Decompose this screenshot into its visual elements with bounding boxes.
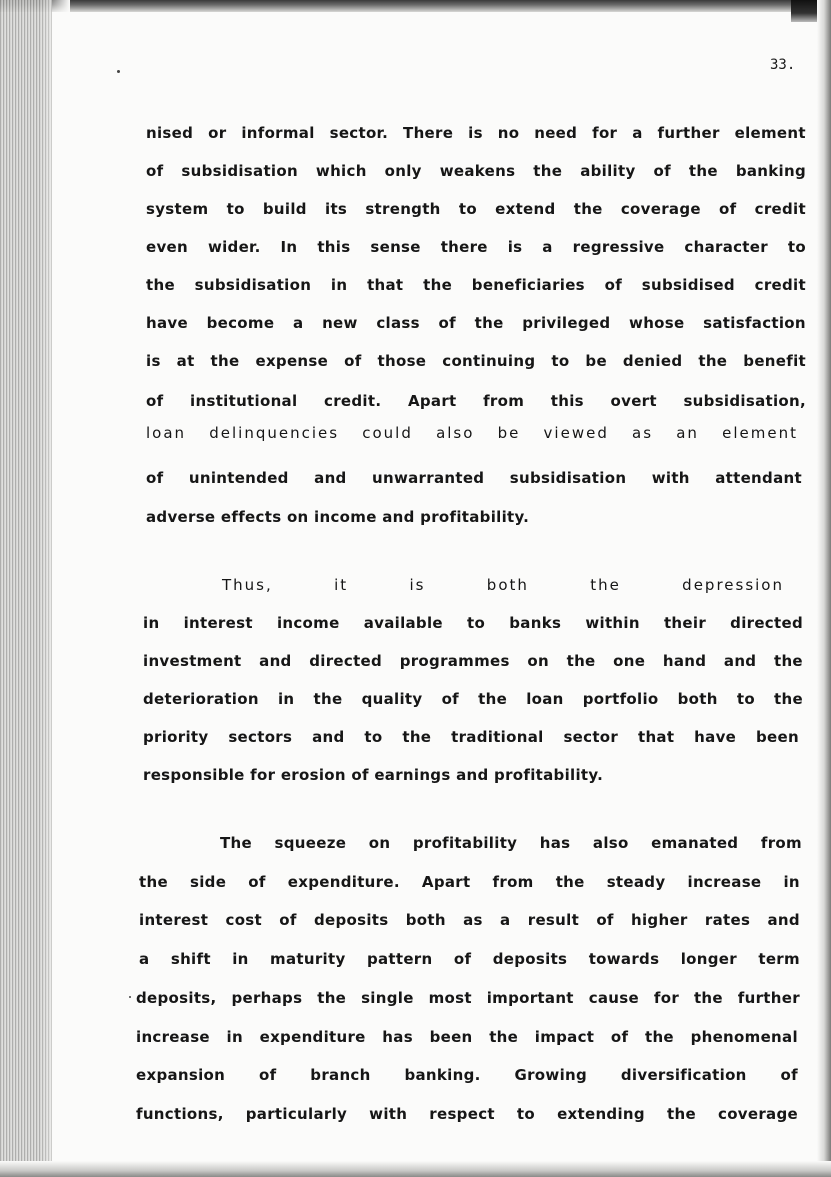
word: and bbox=[312, 728, 345, 746]
word: subsidised bbox=[641, 276, 735, 294]
word: portfolio bbox=[582, 690, 659, 708]
word: In bbox=[280, 238, 298, 256]
word: traditional bbox=[451, 728, 544, 746]
word: the bbox=[667, 1105, 696, 1123]
word: ability bbox=[580, 162, 636, 180]
word: in bbox=[277, 690, 295, 708]
word: is bbox=[409, 576, 426, 594]
word: even bbox=[146, 238, 189, 256]
word: functions, bbox=[136, 1105, 224, 1123]
text-line bbox=[143, 614, 803, 632]
word: the bbox=[773, 652, 803, 670]
word: both bbox=[677, 690, 718, 708]
word: further bbox=[657, 124, 720, 142]
word: programmes bbox=[399, 652, 510, 670]
word: particularly bbox=[245, 1105, 348, 1123]
text-line bbox=[136, 1066, 798, 1084]
word: Growing bbox=[514, 1066, 588, 1084]
text-line bbox=[136, 1105, 798, 1123]
text-line bbox=[146, 352, 806, 370]
word: this bbox=[317, 238, 351, 256]
word: directed bbox=[309, 652, 383, 670]
word: steady bbox=[606, 873, 666, 891]
word: priority bbox=[143, 728, 209, 746]
word: deterioration bbox=[143, 690, 259, 708]
word: sectors bbox=[228, 728, 293, 746]
word: investment bbox=[143, 652, 242, 670]
word: banking. bbox=[404, 1066, 481, 1084]
word: deposits, bbox=[136, 989, 217, 1007]
word: Apart bbox=[421, 873, 471, 891]
word: to bbox=[364, 728, 383, 746]
text-line bbox=[143, 728, 799, 746]
word: emanated bbox=[651, 834, 739, 852]
word: and bbox=[314, 469, 347, 487]
text-line bbox=[146, 124, 806, 142]
word: banking bbox=[735, 162, 806, 180]
text-line bbox=[143, 652, 803, 670]
word: and bbox=[767, 911, 800, 929]
word: the bbox=[644, 1028, 674, 1046]
word: the bbox=[590, 576, 621, 594]
word: the bbox=[478, 690, 508, 708]
word: the bbox=[533, 162, 563, 180]
word: in bbox=[232, 950, 249, 968]
word: those bbox=[377, 352, 427, 370]
word: in bbox=[226, 1028, 243, 1046]
page-number: 33. bbox=[770, 57, 796, 73]
word: income bbox=[276, 614, 340, 632]
word: unintended bbox=[188, 469, 289, 487]
word: within bbox=[585, 614, 640, 632]
word: both bbox=[486, 576, 529, 594]
word: impact bbox=[534, 1028, 595, 1046]
text-line bbox=[139, 873, 800, 891]
word: credit bbox=[754, 200, 806, 218]
word: the bbox=[566, 652, 596, 670]
word: credit bbox=[754, 276, 806, 294]
word: there bbox=[440, 238, 488, 256]
word: in bbox=[783, 873, 800, 891]
word: the bbox=[474, 314, 504, 332]
word: for bbox=[592, 124, 618, 142]
word: build bbox=[262, 200, 307, 218]
word: have bbox=[694, 728, 737, 746]
word: banks bbox=[509, 614, 562, 632]
word: Thus, bbox=[222, 576, 273, 594]
word: the bbox=[573, 200, 603, 218]
word: directed bbox=[730, 614, 803, 632]
word: as bbox=[632, 424, 654, 442]
word: been bbox=[429, 1028, 473, 1046]
word: sense bbox=[370, 238, 421, 256]
word: diversification bbox=[620, 1066, 747, 1084]
text-line bbox=[146, 200, 806, 218]
word: the bbox=[774, 690, 803, 708]
word: term bbox=[758, 950, 800, 968]
word: the bbox=[313, 690, 343, 708]
scan-top-edge bbox=[0, 0, 831, 12]
word: viewed bbox=[543, 424, 609, 442]
word: maturity bbox=[270, 950, 346, 968]
word: continuing bbox=[442, 352, 536, 370]
word: is bbox=[468, 124, 483, 142]
text-line bbox=[146, 392, 806, 410]
word: element bbox=[734, 124, 806, 142]
word: coverage bbox=[718, 1105, 798, 1123]
word: phenomenal bbox=[690, 1028, 798, 1046]
word: attendant bbox=[715, 469, 802, 487]
word: only bbox=[384, 162, 422, 180]
word: have bbox=[146, 314, 188, 332]
word: wider. bbox=[207, 238, 261, 256]
word: the bbox=[693, 989, 723, 1007]
word: longer bbox=[680, 950, 737, 968]
word: element bbox=[722, 424, 798, 442]
word: respect bbox=[429, 1105, 495, 1123]
word: also bbox=[436, 424, 475, 442]
word: the bbox=[402, 728, 432, 746]
word: extending bbox=[557, 1105, 645, 1123]
text-line bbox=[139, 911, 800, 929]
word: be bbox=[585, 352, 607, 370]
word: subsidisation, bbox=[683, 392, 806, 410]
word: character bbox=[684, 238, 768, 256]
spine-shadow bbox=[40, 0, 70, 1177]
word: whose bbox=[629, 314, 685, 332]
word: that bbox=[367, 276, 404, 294]
word: cost bbox=[225, 911, 262, 929]
word: its bbox=[325, 200, 348, 218]
word: most bbox=[428, 989, 472, 1007]
word: important bbox=[486, 989, 574, 1007]
word: to bbox=[551, 352, 570, 370]
word: higher bbox=[631, 911, 688, 929]
word: increase bbox=[136, 1028, 210, 1046]
text-line bbox=[146, 238, 806, 256]
word: credit. bbox=[324, 392, 382, 410]
word: as bbox=[463, 911, 483, 929]
word: need bbox=[534, 124, 578, 142]
word: the bbox=[698, 352, 728, 370]
word: the bbox=[423, 276, 453, 294]
text-line bbox=[146, 424, 798, 442]
word: regressive bbox=[572, 238, 665, 256]
word: the bbox=[139, 873, 168, 891]
word: no bbox=[497, 124, 520, 142]
word: is bbox=[507, 238, 523, 256]
word: institutional bbox=[190, 392, 298, 410]
word: their bbox=[663, 614, 707, 632]
word: of bbox=[438, 314, 456, 332]
word: of bbox=[146, 469, 164, 487]
word: of bbox=[610, 1028, 629, 1046]
word: subsidisation bbox=[181, 162, 298, 180]
word: a bbox=[632, 124, 643, 142]
word: with bbox=[651, 469, 690, 487]
text-line bbox=[136, 1028, 798, 1046]
word: been bbox=[755, 728, 799, 746]
word: interest bbox=[183, 614, 253, 632]
word: denied bbox=[622, 352, 683, 370]
word: the bbox=[210, 352, 240, 370]
word: subsidisation bbox=[194, 276, 312, 294]
word: towards bbox=[588, 950, 660, 968]
word: increase bbox=[687, 873, 762, 891]
word: delinquencies bbox=[209, 424, 340, 442]
word: has bbox=[382, 1028, 413, 1046]
word: to bbox=[458, 200, 477, 218]
word: to bbox=[736, 690, 755, 708]
word: privileged bbox=[522, 314, 611, 332]
word: that bbox=[637, 728, 675, 746]
word: in bbox=[143, 614, 160, 632]
word: of bbox=[596, 911, 614, 929]
word: Apart bbox=[407, 392, 457, 410]
word: deposits bbox=[492, 950, 568, 968]
word: strength bbox=[365, 200, 441, 218]
word: new bbox=[322, 314, 358, 332]
word: hand bbox=[662, 652, 707, 670]
word: satisfaction bbox=[703, 314, 806, 332]
word: of bbox=[653, 162, 671, 180]
word: expansion bbox=[136, 1066, 226, 1084]
text-line bbox=[146, 314, 806, 332]
word: profitability bbox=[412, 834, 518, 852]
text-line bbox=[146, 276, 806, 294]
word: on bbox=[368, 834, 391, 852]
word: with bbox=[369, 1105, 408, 1123]
word: expense bbox=[255, 352, 329, 370]
word: deposits bbox=[313, 911, 389, 929]
word: of bbox=[344, 352, 362, 370]
word: single bbox=[361, 989, 414, 1007]
word: it bbox=[334, 576, 349, 594]
word: interest bbox=[139, 911, 209, 929]
word: to bbox=[226, 200, 245, 218]
word: this bbox=[550, 392, 584, 410]
word: in bbox=[330, 276, 348, 294]
word: of bbox=[279, 911, 297, 929]
word: both bbox=[405, 911, 446, 929]
word: squeeze bbox=[274, 834, 347, 852]
word: subsidisation bbox=[509, 469, 627, 487]
word: of bbox=[146, 162, 164, 180]
word: for bbox=[653, 989, 680, 1007]
word: which bbox=[315, 162, 367, 180]
word: pattern bbox=[366, 950, 433, 968]
word: an bbox=[676, 424, 699, 442]
word: rates bbox=[704, 911, 751, 929]
word: available bbox=[363, 614, 443, 632]
word: benefit bbox=[743, 352, 806, 370]
word: of bbox=[259, 1066, 277, 1084]
scan-speck bbox=[117, 70, 120, 73]
word: extend bbox=[495, 200, 556, 218]
word: the bbox=[317, 989, 347, 1007]
word: of bbox=[441, 690, 459, 708]
text-line bbox=[222, 576, 784, 594]
word: could bbox=[362, 424, 413, 442]
word: to bbox=[516, 1105, 535, 1123]
word: The bbox=[220, 834, 252, 852]
word: class bbox=[376, 314, 420, 332]
word: and bbox=[259, 652, 292, 670]
word: sector bbox=[563, 728, 619, 746]
word: of bbox=[780, 1066, 798, 1084]
text-line: responsible for erosion of earnings and profitability. bbox=[143, 766, 604, 784]
word: of bbox=[248, 873, 266, 891]
word: from bbox=[760, 834, 802, 852]
word: the bbox=[555, 873, 585, 891]
word: loan bbox=[146, 424, 187, 442]
word: become bbox=[206, 314, 275, 332]
word: and bbox=[723, 652, 757, 670]
word: result bbox=[527, 911, 580, 929]
word: from bbox=[492, 873, 534, 891]
word: further bbox=[737, 989, 800, 1007]
word: branch bbox=[310, 1066, 371, 1084]
word: expenditure bbox=[259, 1028, 366, 1046]
word: is bbox=[146, 352, 161, 370]
word: system bbox=[146, 200, 209, 218]
word: informal bbox=[241, 124, 315, 142]
word: of bbox=[719, 200, 737, 218]
word: the bbox=[688, 162, 718, 180]
word: a bbox=[139, 950, 150, 968]
scan-bottom-edge bbox=[0, 1161, 831, 1177]
word: weakens bbox=[439, 162, 516, 180]
word: shift bbox=[170, 950, 211, 968]
text-line bbox=[139, 950, 800, 968]
word: also bbox=[592, 834, 629, 852]
word: of bbox=[604, 276, 623, 294]
word: at bbox=[176, 352, 195, 370]
word: depression bbox=[682, 576, 784, 594]
word: coverage bbox=[620, 200, 701, 218]
word: side bbox=[190, 873, 227, 891]
word: There bbox=[403, 124, 454, 142]
word: has bbox=[539, 834, 571, 852]
text-line: adverse effects on income and profitability. bbox=[146, 508, 530, 526]
word: the bbox=[489, 1028, 519, 1046]
word: of bbox=[146, 392, 164, 410]
word: nised bbox=[146, 124, 194, 142]
text-line bbox=[220, 834, 802, 852]
scan-speck bbox=[129, 996, 131, 998]
text-line bbox=[146, 162, 806, 180]
text-line bbox=[143, 690, 803, 708]
word: expenditure. bbox=[287, 873, 400, 891]
word: a bbox=[292, 314, 304, 332]
word: sector. bbox=[329, 124, 389, 142]
word: or bbox=[208, 124, 227, 142]
word: unwarranted bbox=[372, 469, 485, 487]
scan-right-edge bbox=[817, 0, 831, 1177]
word: loan bbox=[526, 690, 564, 708]
word: quality bbox=[361, 690, 423, 708]
word: to bbox=[787, 238, 806, 256]
word: of bbox=[453, 950, 472, 968]
word: be bbox=[497, 424, 521, 442]
word: to bbox=[467, 614, 486, 632]
word: the bbox=[146, 276, 175, 294]
word: perhaps bbox=[231, 989, 303, 1007]
text-line bbox=[146, 469, 802, 487]
word: a bbox=[542, 238, 553, 256]
word: from bbox=[483, 392, 525, 410]
word: a bbox=[500, 911, 511, 929]
word: cause bbox=[588, 989, 639, 1007]
word: one bbox=[613, 652, 646, 670]
word: on bbox=[527, 652, 549, 670]
word: overt bbox=[610, 392, 657, 410]
word: beneficiaries bbox=[471, 276, 585, 294]
text-line bbox=[136, 989, 800, 1007]
